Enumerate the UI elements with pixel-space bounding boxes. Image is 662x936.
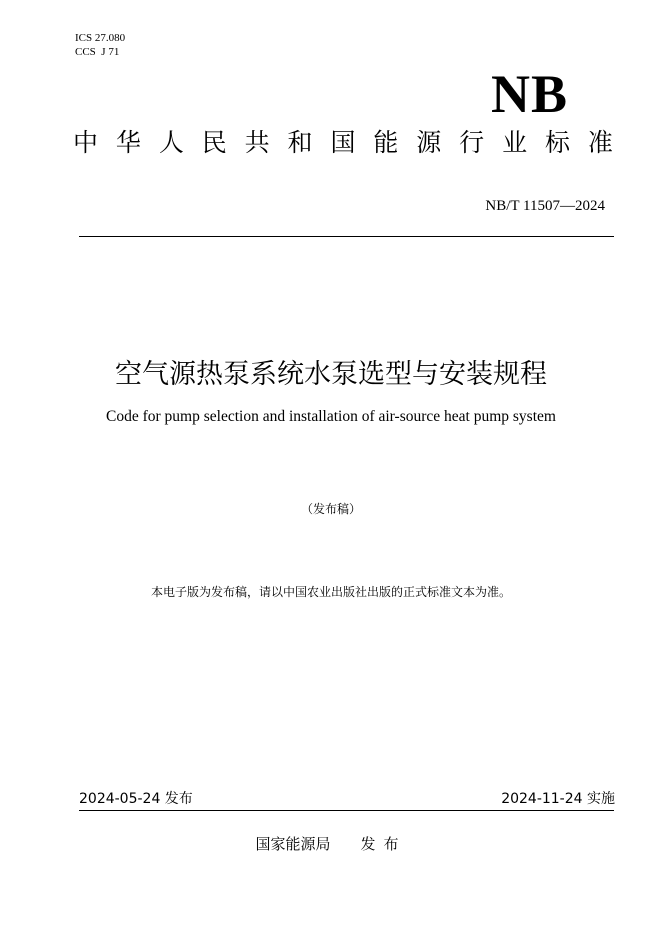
draft-label: （发布稿）	[300, 502, 361, 516]
standard-number: NB/T 11507—2024	[485, 198, 605, 214]
effective-date: 2024-11-24 实施	[501, 791, 615, 807]
nb-logo: NB	[490, 64, 568, 124]
standard-class-char: 能	[373, 128, 399, 157]
classification-codes	[75, 31, 125, 59]
standard-class-char: 行	[459, 128, 485, 157]
standard-class-char: 国	[330, 128, 356, 157]
standard-class-char: 民	[201, 128, 227, 157]
standard-class-title	[73, 126, 613, 160]
bottom-divider	[79, 810, 614, 811]
publish-word: 发布	[360, 835, 407, 853]
standard-class-char: 人	[158, 128, 184, 157]
issuing-body: 国家能源局	[255, 835, 331, 853]
standard-class-char: 中	[73, 128, 99, 157]
standard-class-char: 共	[244, 128, 270, 157]
ics-code: ICS 27.080	[75, 32, 126, 44]
ccs-code: CCS J 71	[75, 46, 120, 58]
standard-class-char: 和	[287, 128, 313, 157]
standard-class-char: 标	[544, 128, 570, 157]
standard-class-char: 华	[115, 128, 141, 157]
top-divider	[79, 236, 614, 237]
edition-notice: 本电子版为发布稿，请以中国农业出版社出版的正式标准文本为准。	[150, 585, 511, 599]
release-date: 2024-05-24 发布	[79, 791, 193, 807]
standard-class-char: 准	[587, 128, 613, 157]
document-title-english: Code for pump selection and installation of air-source heat pump system	[106, 408, 556, 425]
issuer-line	[0, 834, 662, 854]
document-title-chinese: 空气源热泵系统水泵选型与安装规程	[115, 359, 547, 390]
standard-class-char: 源	[416, 128, 442, 157]
standard-class-char: 业	[502, 128, 528, 157]
